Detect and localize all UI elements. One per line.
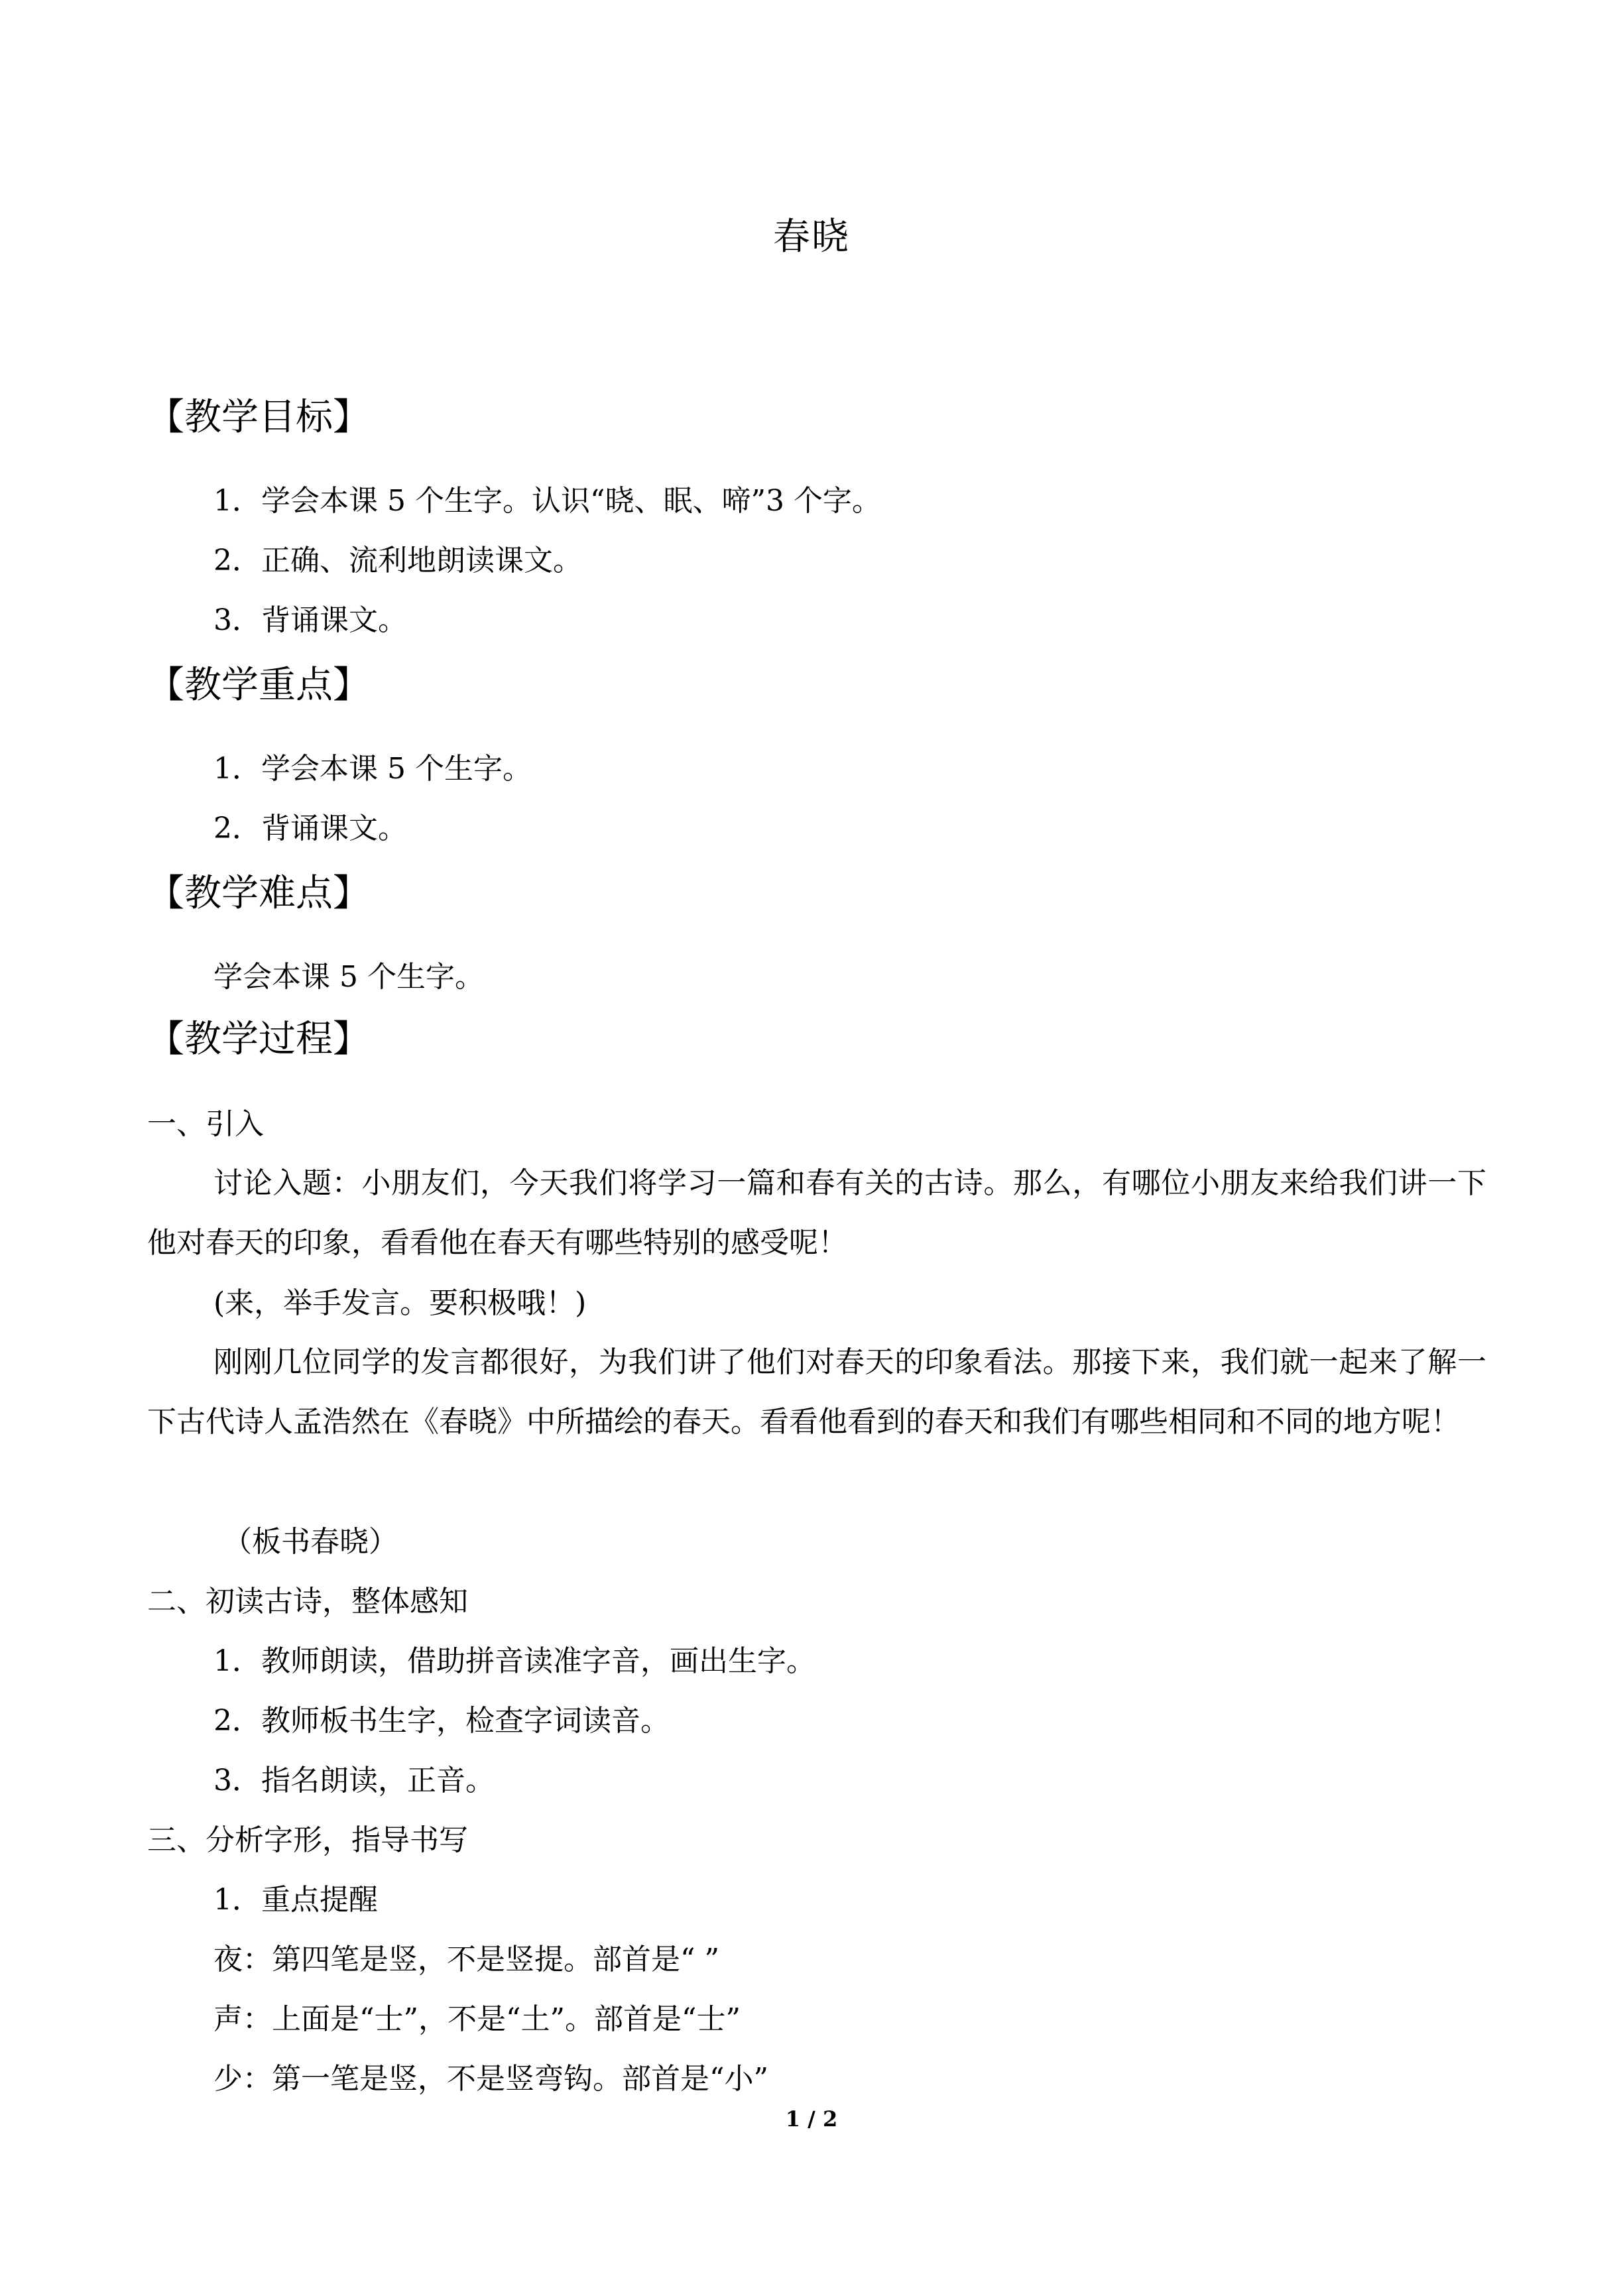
process-part1-paragraph-4: （板书春晓） bbox=[223, 1525, 398, 1559]
process-part1-paragraph-2: (来，举手发言。要积极哦！) bbox=[213, 1286, 587, 1320]
section-heading-process: 【教学过程】 bbox=[147, 1018, 370, 1061]
section-heading-objectives: 【教学目标】 bbox=[147, 396, 370, 439]
process-part2-item-2: 2．教师板书生字，检查字词读音。 bbox=[213, 1704, 670, 1738]
objective-item-1: 1．学会本课 5 个生字。认识“晓、眠、啼”3 个字。 bbox=[213, 484, 881, 518]
difficulty-item-1: 学会本课 5 个生字。 bbox=[213, 960, 484, 994]
process-part3-note-2: 声：上面是“士”，不是“土”。部首是“士” bbox=[213, 2002, 741, 2036]
process-part1-title: 一、引入 bbox=[147, 1107, 264, 1141]
section-heading-key-points: 【教学重点】 bbox=[147, 664, 370, 707]
process-part1-paragraph-1: 讨论入题：小朋友们，今天我们将学习一篇和春有关的古诗。那么，有哪位小朋友来给我们讲一下他对春天的印象，看看他在春天有哪些特别的感受呢！ bbox=[147, 1166, 1486, 1260]
objective-item-3: 3．背诵课文。 bbox=[213, 603, 407, 637]
process-part3-title: 三、分析字形，指导书写 bbox=[147, 1823, 468, 1857]
process-part1-paragraph-3: 刚刚几位同学的发言都很好，为我们讲了他们对春天的印象看法。那接下来，我们就一起来了解一下古代诗人孟浩然在《春晓》中所描绘的春天。看看他看到的春天和我们有哪些相同和不同的地方呢！ bbox=[147, 1345, 1486, 1439]
process-part3-note-1: 夜：第四笔是竖，不是竖提。部首是“ ” bbox=[213, 1943, 719, 1976]
page-title: 春晓 bbox=[773, 215, 850, 259]
key-point-item-1: 1．学会本课 5 个生字。 bbox=[213, 752, 532, 786]
page-number: 1 / 2 bbox=[785, 2106, 838, 2132]
process-part2-title: 二、初读古诗，整体感知 bbox=[147, 1585, 468, 1618]
process-part3-note-3: 少：第一笔是竖，不是竖弯钩。部首是“小” bbox=[213, 2062, 768, 2096]
process-part2-item-1: 1．教师朗读，借助拼音读准字音，画出生字。 bbox=[213, 1644, 815, 1678]
objective-item-2: 2．正确、流利地朗读课文。 bbox=[213, 544, 582, 577]
process-part2-item-3: 3．指名朗读，正音。 bbox=[213, 1764, 495, 1797]
key-point-item-2: 2．背诵课文。 bbox=[213, 812, 407, 845]
process-part3-subtitle: 1．重点提醒 bbox=[213, 1883, 378, 1917]
section-heading-difficulties: 【教学难点】 bbox=[147, 872, 370, 915]
